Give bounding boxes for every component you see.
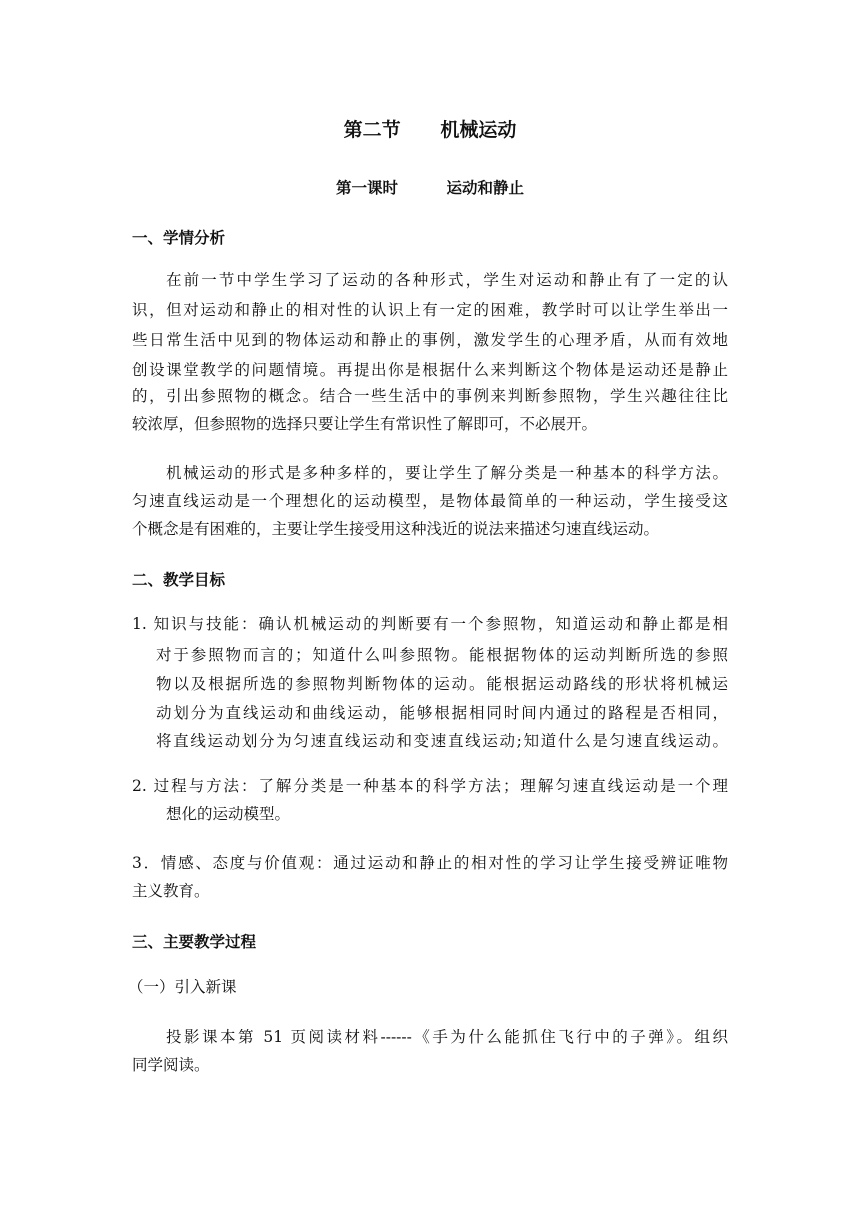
paragraph-line: 识，但对运动和静止的相对性的认识上有一定的困难，教学时可以让学生举出一 <box>132 301 728 319</box>
paragraph-line: 的，引出参照物的概念。结合一些生活中的事例来判断参照物，学生兴趣往往比 <box>132 387 728 405</box>
document-title: 第二节 机械运动 <box>343 119 517 141</box>
section-heading-learning-analysis: 一、学情分析 <box>132 229 226 247</box>
list-item-line: 主义教育。 <box>132 882 210 900</box>
list-item-line: 对于参照物而言的；知道什么叫参照物。能根据物体的运动判断所选的参照 <box>156 646 728 664</box>
section-heading-teaching-goals: 二、教学目标 <box>132 571 226 589</box>
paragraph-line: 投影课本第 51 页阅读材料------《手为什么能抓住飞行中的子弹》。组织 <box>166 1028 728 1046</box>
paragraph-line: 较浓厚，但参照物的选择只要让学生有常识性了解即可，不必展开。 <box>132 415 598 433</box>
list-item-line: 3．情感、态度与价值观：通过运动和静止的相对性的学习让学生接受辨证唯物 <box>132 854 728 872</box>
paragraph-line: 些日常生活中见到的物体运动和静止的事例，激发学生的心理矛盾，从而有效地 <box>132 331 728 349</box>
subsection-heading: （一）引入新课 <box>128 978 237 996</box>
list-item-line: 1. 知识与技能：确认机械运动的判断要有一个参照物，知道运动和静止都是相 <box>132 615 728 633</box>
list-item-line: 动划分为直线运动和曲线运动，能够根据相同时间内通过的路程是否相同， <box>156 704 728 722</box>
paragraph-line: 创设课堂教学的问题情境。再提出你是根据什么来判断这个物体是运动还是静止 <box>132 361 728 379</box>
lesson-subtitle: 第一课时 运动和静止 <box>335 179 525 197</box>
list-item-line: 想化的运动模型。 <box>166 805 291 823</box>
paragraph-line: 在前一节中学生学习了运动的各种形式，学生对运动和静止有了一定的认 <box>166 271 728 289</box>
list-item-line: 2. 过程与方法：了解分类是一种基本的科学方法；理解匀速直线运动是一个理 <box>132 777 728 795</box>
paragraph-line: 个概念是有困难的，主要让学生接受用这种浅近的说法来描述匀速直线运动。 <box>132 520 660 538</box>
paragraph-line: 匀速直线运动是一个理想化的运动模型，是物体最简单的一种运动，学生接受这 <box>132 492 728 510</box>
paragraph-line: 同学阅读。 <box>132 1056 210 1074</box>
list-item-line: 将直线运动划分为匀速直线运动和变速直线运动;知道什么是匀速直线运动。 <box>156 732 728 750</box>
list-item-line: 物以及根据所选的参照物判断物体的运动。能根据运动路线的形状将机械运 <box>156 675 728 693</box>
section-heading-teaching-process: 三、主要教学过程 <box>132 933 257 951</box>
paragraph-line: 机械运动的形式是多种多样的，要让学生了解分类是一种基本的科学方法。 <box>166 464 728 482</box>
